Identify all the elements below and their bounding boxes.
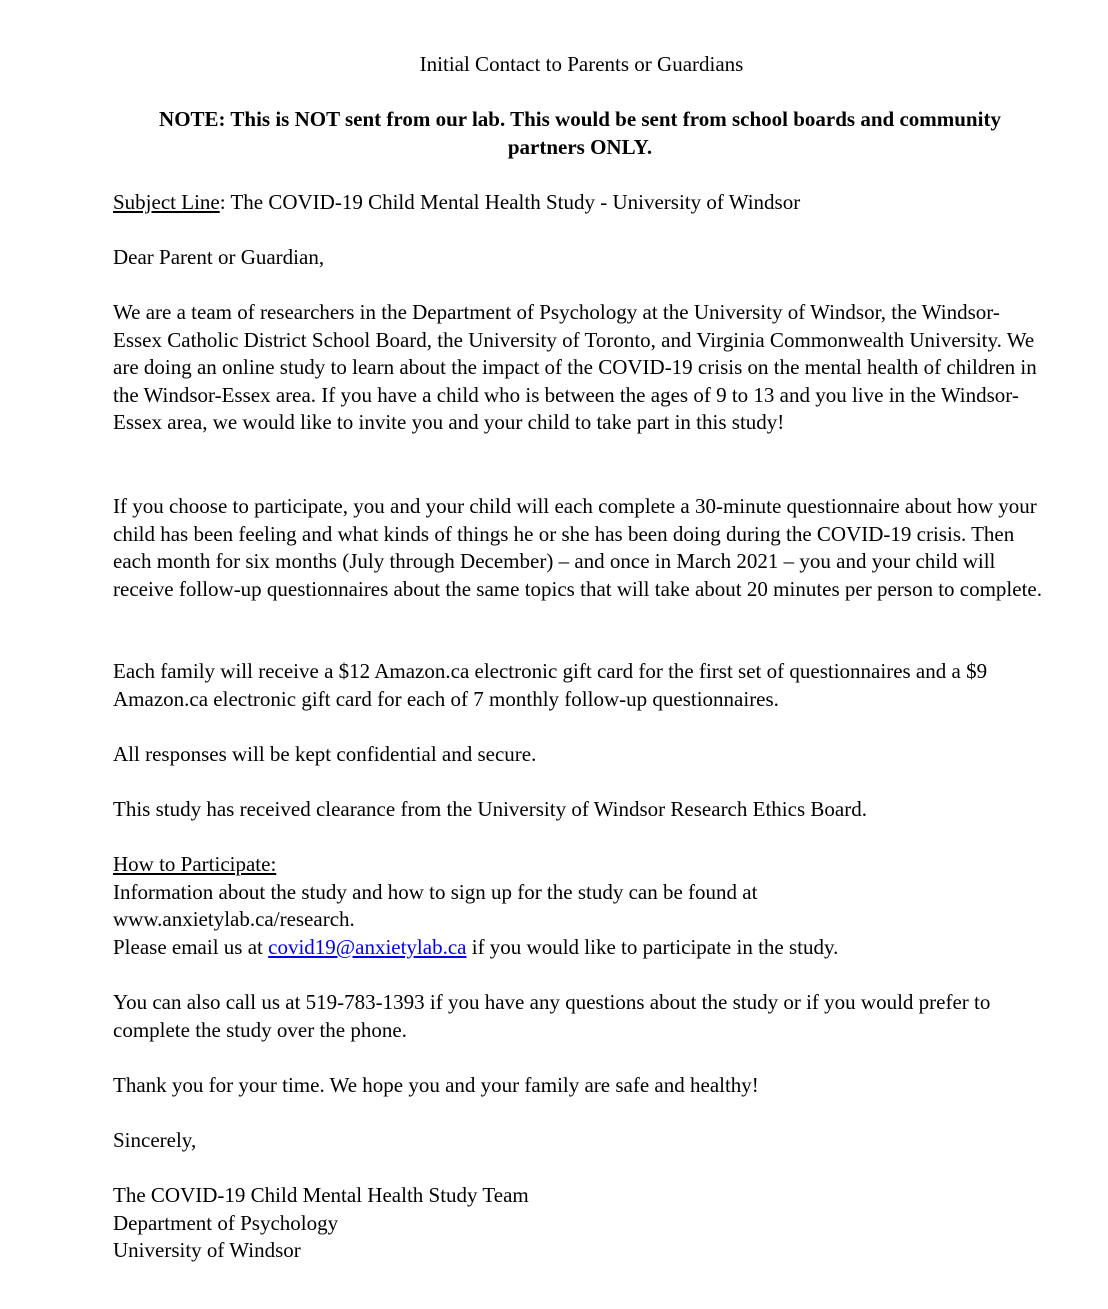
email-line	[113, 934, 1048, 962]
how-line-url: www.anxietylab.ca/research.	[113, 907, 355, 932]
closing: Sincerely,	[113, 1128, 197, 1152]
paragraph-phone: You can also call us at 519-783-1393 if you have any questions about the study or if you would prefer to complete the study over the phone.	[113, 990, 991, 1042]
email-suffix: if you would like to participate in the study.	[466, 934, 839, 959]
how-to-participate-section	[113, 851, 1048, 961]
signature-block	[113, 1182, 1048, 1265]
how-line-info: Information about the study and how to sign up for the study can be found at	[113, 879, 758, 904]
paragraph-thanks: Thank you for your time. We hope you and your family are safe and healthy!	[113, 1073, 759, 1097]
paragraph-confidential: All responses will be kept confidential and secure.	[113, 742, 537, 766]
signature-department: Department of Psychology	[113, 1210, 339, 1235]
salutation: Dear Parent or Guardian,	[113, 245, 325, 269]
subject-line	[113, 189, 1048, 217]
signature-team: The COVID-19 Child Mental Health Study Team	[113, 1183, 529, 1207]
note-text: NOTE: This is NOT sent from our lab. This would be sent from school boards and community partners ONLY.	[159, 107, 1001, 159]
document-title: Initial Contact to Parents or Guardians	[419, 52, 744, 76]
email-prefix: Please email us at	[113, 934, 269, 959]
how-to-participate-heading: How to Participate:	[113, 852, 277, 876]
paragraph-intro: We are a team of researchers in the Department of Psychology at the University of Windsor, the Windsor-Essex Catholic District School Board, the University of Toronto, and Virginia Commonwealth University. We are doing an online study to learn about the impact of the COVID-19 crisis on the mental health of children in the Windsor-Essex area. If you have a child who is between the ages of 9 to 13 and you live in the Windsor-Essex area, we would like to invite you and your child to take part in this study!	[113, 300, 1037, 435]
paragraph-gift-cards: Each family will receive a $12 Amazon.ca electronic gift card for the first set of questionnaires and a $9 Amazon.ca electronic gift card for each of 7 monthly follow-up questionnaires.	[113, 659, 988, 711]
subject-text: : The COVID-19 Child Mental Health Study - University of Windsor	[219, 190, 801, 214]
signature-university: University of Windsor	[113, 1238, 301, 1263]
subject-label: Subject Line	[113, 190, 220, 214]
paragraph-participation: If you choose to participate, you and your child will each complete a 30-minute questionnaire about how your child has been feeling and what kinds of things he or she has been doing during the COVID-19 crisis. Then each month for six months (July through December) – and once in March 2021 – you and your child will receive follow-up questionnaires about the same topics that will take about 20 minutes per person to complete.	[113, 494, 1042, 601]
email-link[interactable]: covid19@anxietylab.ca	[268, 934, 467, 959]
paragraph-ethics: This study has received clearance from the University of Windsor Research Ethics Board.	[113, 797, 867, 821]
